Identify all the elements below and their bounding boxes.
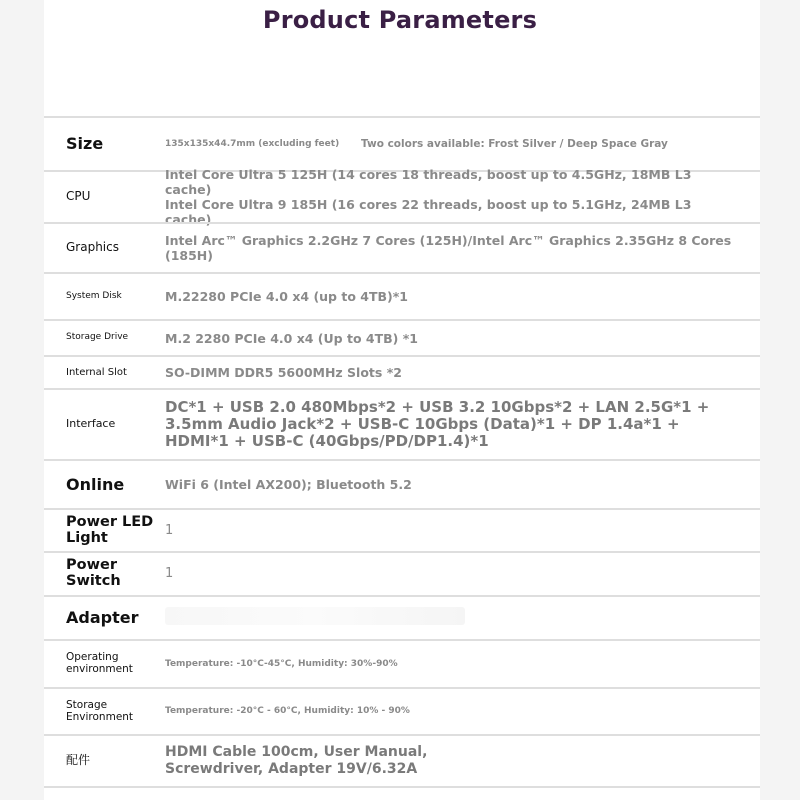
- row-power-led: [44, 508, 760, 551]
- row-interface: [44, 388, 760, 459]
- row-label-power-switch: Power Switch: [66, 557, 121, 589]
- size-dimensions: 135x135x44.7mm (excluding feet): [165, 138, 340, 149]
- row-value-size: [165, 138, 760, 151]
- row-adapter: [44, 595, 760, 639]
- row-storage-env: [44, 687, 760, 734]
- row-value-graphics: Intel Arc™ Graphics 2.2GHz 7 Cores (125H)/Intel Arc™ Graphics 2.35GHz 8 Cores (185H): [165, 233, 732, 263]
- row-label-power-led: Power LED Light: [66, 513, 154, 546]
- row-value-online: WiFi 6 (Intel AX200); Bluetooth 5.2: [165, 477, 412, 492]
- row-value-interface: DC*1 + USB 2.0 480Mbps*2 + USB 3.2 10Gbps*2 + LAN 2.5G*1 + 3.5mm Audio Jack*2 + USB-C 10Gbps (Data)*1 + DP 1.4a*1 + HDMI*1 + USB-C (40Gbps/PD/DP1.4)*1: [165, 397, 710, 451]
- row-label-graphics: Graphics: [66, 240, 119, 255]
- row-accessories: [44, 734, 760, 788]
- row-storage-drive: [44, 319, 760, 355]
- size-colors: Two colors available: Frost Silver / Deep Space Gray: [361, 137, 668, 150]
- row-value-storage-env: Temperature: -20°C - 60°C, Humidity: 10% - 90%: [165, 706, 410, 717]
- row-system-disk: [44, 272, 760, 319]
- row-internal-slot: [44, 355, 760, 388]
- row-value-internal-slot: SO-DIMM DDR5 5600MHz Slots *2: [165, 365, 402, 380]
- row-value-power-led: 1: [165, 522, 174, 538]
- row-value-cpu: [165, 167, 760, 227]
- row-value-system-disk: M.22280 PCIe 4.0 x4 (up to 4TB)*1: [165, 289, 408, 304]
- cpu-option-2: Intel Core Ultra 9 185H (16 cores 22 threads, boost up to 5.1GHz, 24MB L3 cache): [165, 197, 692, 227]
- row-value-adapter: [165, 607, 760, 629]
- row-cpu: [44, 167, 760, 227]
- cpu-option-1: Intel Core Ultra 5 125H (14 cores 18 threads, boost up to 4.5GHz, 18MB L3 cache): [165, 167, 692, 197]
- row-label-storage-drive: Storage Drive: [66, 332, 129, 343]
- row-label-storage-env: Storage Environment: [66, 698, 134, 723]
- adapter-blurred-area: [165, 607, 465, 625]
- row-label-online: Online: [66, 474, 125, 494]
- row-operating-env: [44, 639, 760, 687]
- row-label-adapter: Adapter: [66, 608, 139, 628]
- row-value-accessories: HDMI Cable 100cm, User Manual, Screwdriver, Adapter 19V/6.32A: [165, 744, 428, 777]
- row-value-operating-env: Temperature: -10°C-45°C, Humidity: 30%-90%: [165, 658, 398, 669]
- row-power-switch: [44, 551, 760, 595]
- row-value-storage-drive: M.2 2280 PCIe 4.0 x4 (Up to 4TB) *1: [165, 330, 418, 346]
- row-label-internal-slot: Internal Slot: [66, 367, 127, 378]
- page-title: Product Parameters: [262, 6, 538, 34]
- row-online: [44, 459, 760, 508]
- row-label-accessories: 配件: [66, 753, 91, 768]
- row-value-power-switch: 1: [165, 566, 174, 582]
- row-graphics: [44, 222, 760, 272]
- row-label-size: Size: [66, 134, 104, 154]
- row-label-system-disk: System Disk: [66, 290, 122, 301]
- row-label-interface: Interface: [66, 417, 116, 431]
- row-label-cpu: CPU: [66, 189, 91, 204]
- row-size: [44, 116, 760, 170]
- row-label-operating-env: Operating environment: [66, 651, 133, 675]
- parameters-table: [44, 116, 760, 788]
